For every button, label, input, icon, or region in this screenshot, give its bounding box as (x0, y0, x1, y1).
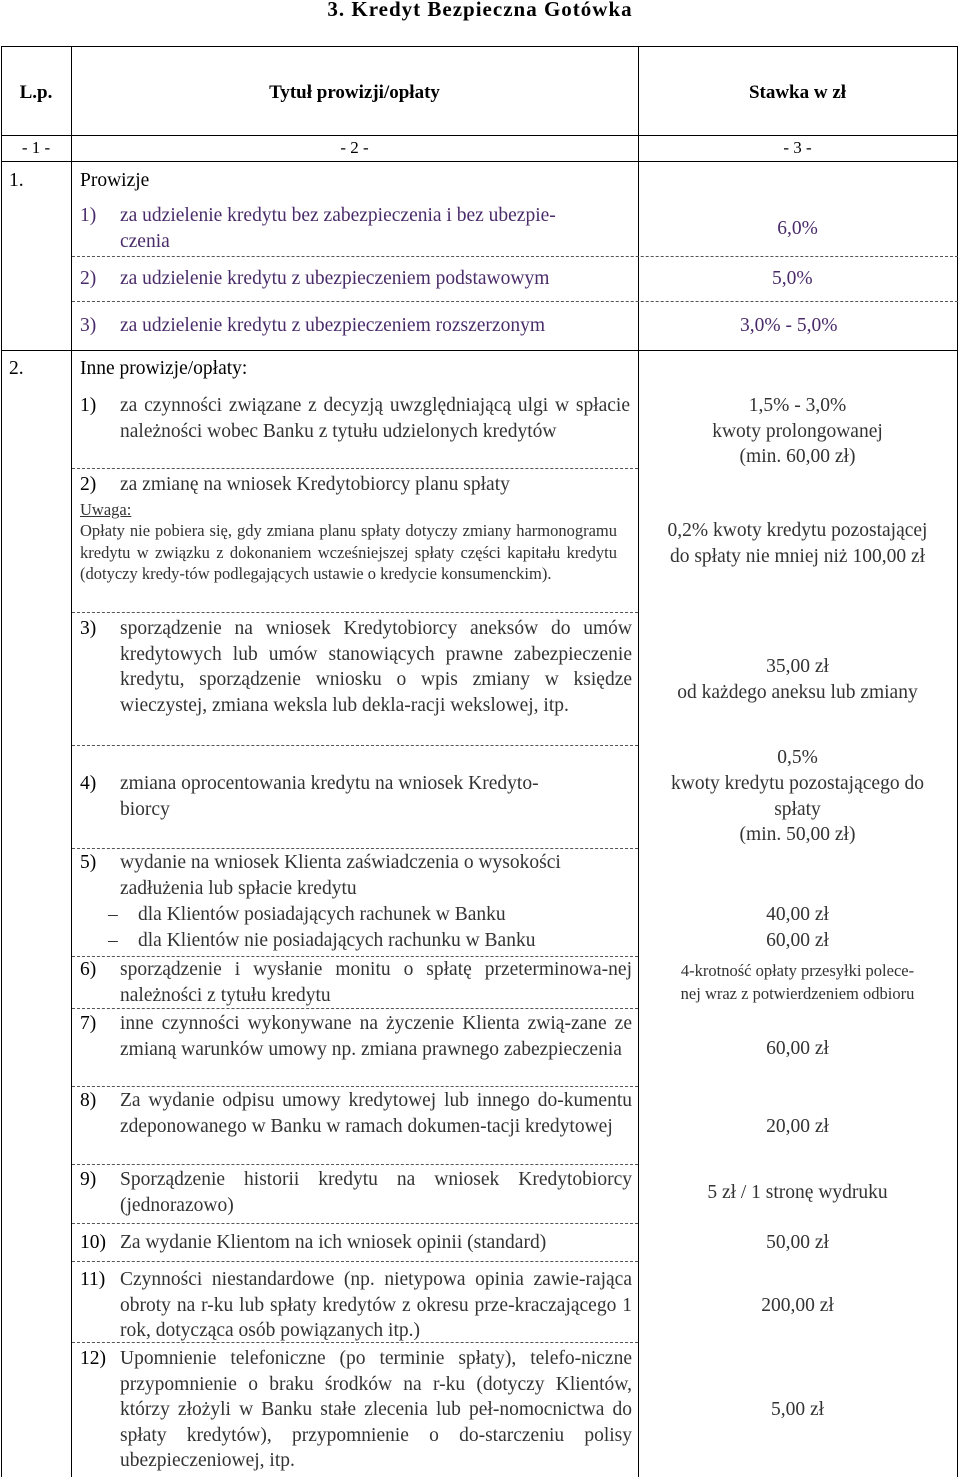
s2-item7-text: inne czynności wykonywane na życzenie Klienta zwią-zane ze zmianą warunków umowy np. zmiana prawnego zabezpieczenia (120, 1013, 632, 1060)
s2-item6-num: 6) (80, 959, 97, 980)
s2-item9-num: 9) (80, 1169, 97, 1190)
s1-item1-line1: za udzielenie kredytu bez zabezpieczenia i bez ubezpie- (120, 205, 556, 226)
header-rate: Stawka w zł (748, 82, 847, 103)
colnum-2: - 2 - (340, 138, 369, 157)
row-separator (72, 1164, 638, 1165)
s2-item6-rate2: nej wraz z potwierdzeniem odbioru (680, 984, 915, 1003)
s2-item12-rate: 5,00 zł (770, 1399, 825, 1420)
s2-item11-num: 11) (80, 1269, 106, 1290)
s2-item5-line1: wydanie na wniosek Klienta zaświadczenia o wysokości (120, 852, 561, 873)
s2-item4-line2: biorcy (120, 799, 170, 820)
table-border-top (1, 46, 958, 47)
row-separator (72, 1086, 638, 1087)
s2-item11-text: Czynności niestandardowe (np. nietypowa opinia zawie-rająca obroty na r-ku lub spłaty kredytów z okresu prze-kraczającego 1 rok, dotycząca osób powiązanych itp.) (120, 1269, 632, 1341)
s2-item9-text: Sporządzenie historii kredytu na wniosek Kredytobiorcy (jednorazowo) (120, 1169, 632, 1216)
s2-item1-text: za czynności związane z decyzją uwzględniającą ulgi w spłacie należności wobec Banku z tytułu udzielonych kredytów (120, 395, 630, 442)
s2-item10-rate: 50,00 zł (766, 1232, 829, 1253)
s2-item4-num: 4) (80, 773, 97, 794)
section-divider (1, 350, 958, 351)
row-separator (72, 468, 638, 469)
s1-item3-rate: 3,0% - 5,0% (740, 315, 838, 336)
s1-item3-num: 3) (80, 315, 97, 336)
s1-item1-rate: 6,0% (777, 218, 818, 239)
section1-number: 1. (9, 170, 24, 191)
s2-item5-line2: zadłużenia lub spłacie kredytu (120, 878, 357, 899)
s2-item12-text: Upomnienie telefoniczne (po terminie spłaty), telefo-niczne przypomnienie o braku środków na r-ku (dotyczy Klientów, którzy złożyli w Banku stałe zlecenia lub peł-nomocnictwa do spłaty kredytów), przypomnienie o do-starczeniu polisy ubezpieczeniowej, itp. (120, 1348, 632, 1471)
s1-item3-text: za udzielenie kredytu z ubezpieczeniem rozszerzonym (120, 315, 545, 336)
row-separator (72, 612, 638, 613)
s2-item11-rate: 200,00 zł (761, 1295, 834, 1316)
section1-label: Prowizje (80, 170, 150, 191)
s2-item4-rate4: (min. 50,00 zł) (739, 824, 856, 845)
table-border-right (957, 46, 958, 1477)
s2-item2-rate1: 0,2% kwoty kredytu pozostającej (667, 520, 928, 541)
s2-item5-rate1: 40,00 zł (766, 904, 829, 925)
s2-item3-num: 3) (80, 618, 97, 639)
s2-item3-text: sporządzenie na wniosek Kredytobiorcy aneksów do umów kredytowych lub umów stanowiących prawne zabezpieczenie kredytu, sporządzenie wniosku o wpis zmiany w księdze wieczystej, zmiana weksla lub dekla-racji wekslowej, itp. (120, 618, 632, 716)
s2-item10-num: 10) (80, 1232, 106, 1253)
s2-item4-rate3: spłaty (774, 799, 821, 820)
section2-label: Inne prowizje/opłaty: (80, 358, 248, 379)
s2-item3-rate2: od każdego aneksu lub zmiany (677, 682, 918, 703)
s2-item4-rate2: kwoty kredytu pozostającego do (671, 773, 924, 794)
s2-item6-rate1: 4-krotność opłaty przesyłki polece- (680, 961, 915, 980)
s2-item3-rate1: 35,00 zł (766, 656, 829, 677)
s2-item2-num: 2) (80, 474, 97, 495)
row-separator (72, 1261, 638, 1262)
row-separator (72, 1223, 638, 1224)
s2-item4-line1: zmiana oprocentowania kredytu na wniosek Kredyto- (120, 773, 539, 794)
s2-item5-sub1: dla Klientów posiadających rachunek w Banku (138, 904, 506, 925)
s2-item1-rate2: kwoty prolongowanej (712, 421, 883, 442)
s2-item10-text: Za wydanie Klientom na ich wniosek opinii (standard) (120, 1232, 547, 1253)
s2-item2-note: Opłaty nie pobiera się, gdy zmiana planu spłaty dotyczy zmiany harmonogramu kredytu w związku z dokonaniem wcześniejszej spłaty części kapitału kredytu (dotyczy kredy-tów podlegających ustawie o kredycie konsumenckim). (80, 521, 617, 583)
s2-item1-rate3: (min. 60,00 zł) (739, 446, 856, 467)
s2-item2-rate2: do spłaty nie mniej niż 100,00 zł (669, 546, 926, 567)
colnum-1: - 1 - (21, 138, 51, 157)
s2-item5-bullet1: – (108, 904, 118, 925)
s2-item8-num: 8) (80, 1090, 97, 1111)
s2-item9-rate: 5 zł / 1 stronę wydruku (707, 1182, 888, 1203)
col-divider-1 (71, 46, 72, 1477)
s2-item5-bullet2: – (108, 930, 118, 951)
s2-item2-note-label: Uwaga: (80, 500, 132, 519)
row-separator (72, 256, 958, 257)
row-separator (72, 1008, 638, 1009)
s2-item7-num: 7) (80, 1013, 97, 1034)
s2-item4-rate1: 0,5% (777, 747, 818, 768)
s2-item6-text: sporządzenie i wysłanie monitu o spłatę przeterminowa-nej należności z tytułu kredytu (120, 959, 632, 1006)
s1-item2-num: 2) (80, 268, 97, 289)
row-separator (72, 301, 958, 302)
s2-item8-text: Za wydanie odpisu umowy kredytowej lub innego do-kumentu zdeponowanego w Banku w ramach dokumen-tacji kredytowej (120, 1090, 632, 1137)
s2-item8-rate: 20,00 zł (766, 1116, 829, 1137)
s2-item2-text: za zmianę na wniosek Kredytobiorcy planu spłaty (120, 474, 510, 495)
s1-item1-num: 1) (80, 205, 97, 226)
s1-item2-text: za udzielenie kredytu z ubezpieczeniem podstawowym (120, 268, 550, 289)
table-border-left (1, 46, 2, 1477)
s2-item7-rate: 60,00 zł (766, 1038, 829, 1059)
s2-item1-num: 1) (80, 395, 97, 416)
header-lp: L.p. (19, 82, 53, 103)
header-name: Tytuł prowizji/opłaty (269, 82, 440, 103)
page-title: 3. Kredyt Bezpieczna Gotówka (327, 0, 633, 21)
row-separator (72, 848, 638, 849)
s2-item5-sub2: dla Klientów nie posiadających rachunku w Banku (138, 930, 536, 951)
s1-item2-rate: 5,0% (772, 268, 813, 289)
s1-item1-line2: czenia (120, 231, 170, 252)
s2-item5-num: 5) (80, 852, 97, 873)
section2-number: 2. (9, 358, 24, 379)
s2-item5-rate2: 60,00 zł (766, 930, 829, 951)
s2-item1-rate1: 1,5% - 3,0% (748, 395, 847, 416)
row-separator (72, 745, 638, 746)
colnum-divider (1, 161, 958, 162)
colnum-3: - 3 - (783, 138, 812, 157)
s2-item12-num: 12) (80, 1348, 106, 1369)
